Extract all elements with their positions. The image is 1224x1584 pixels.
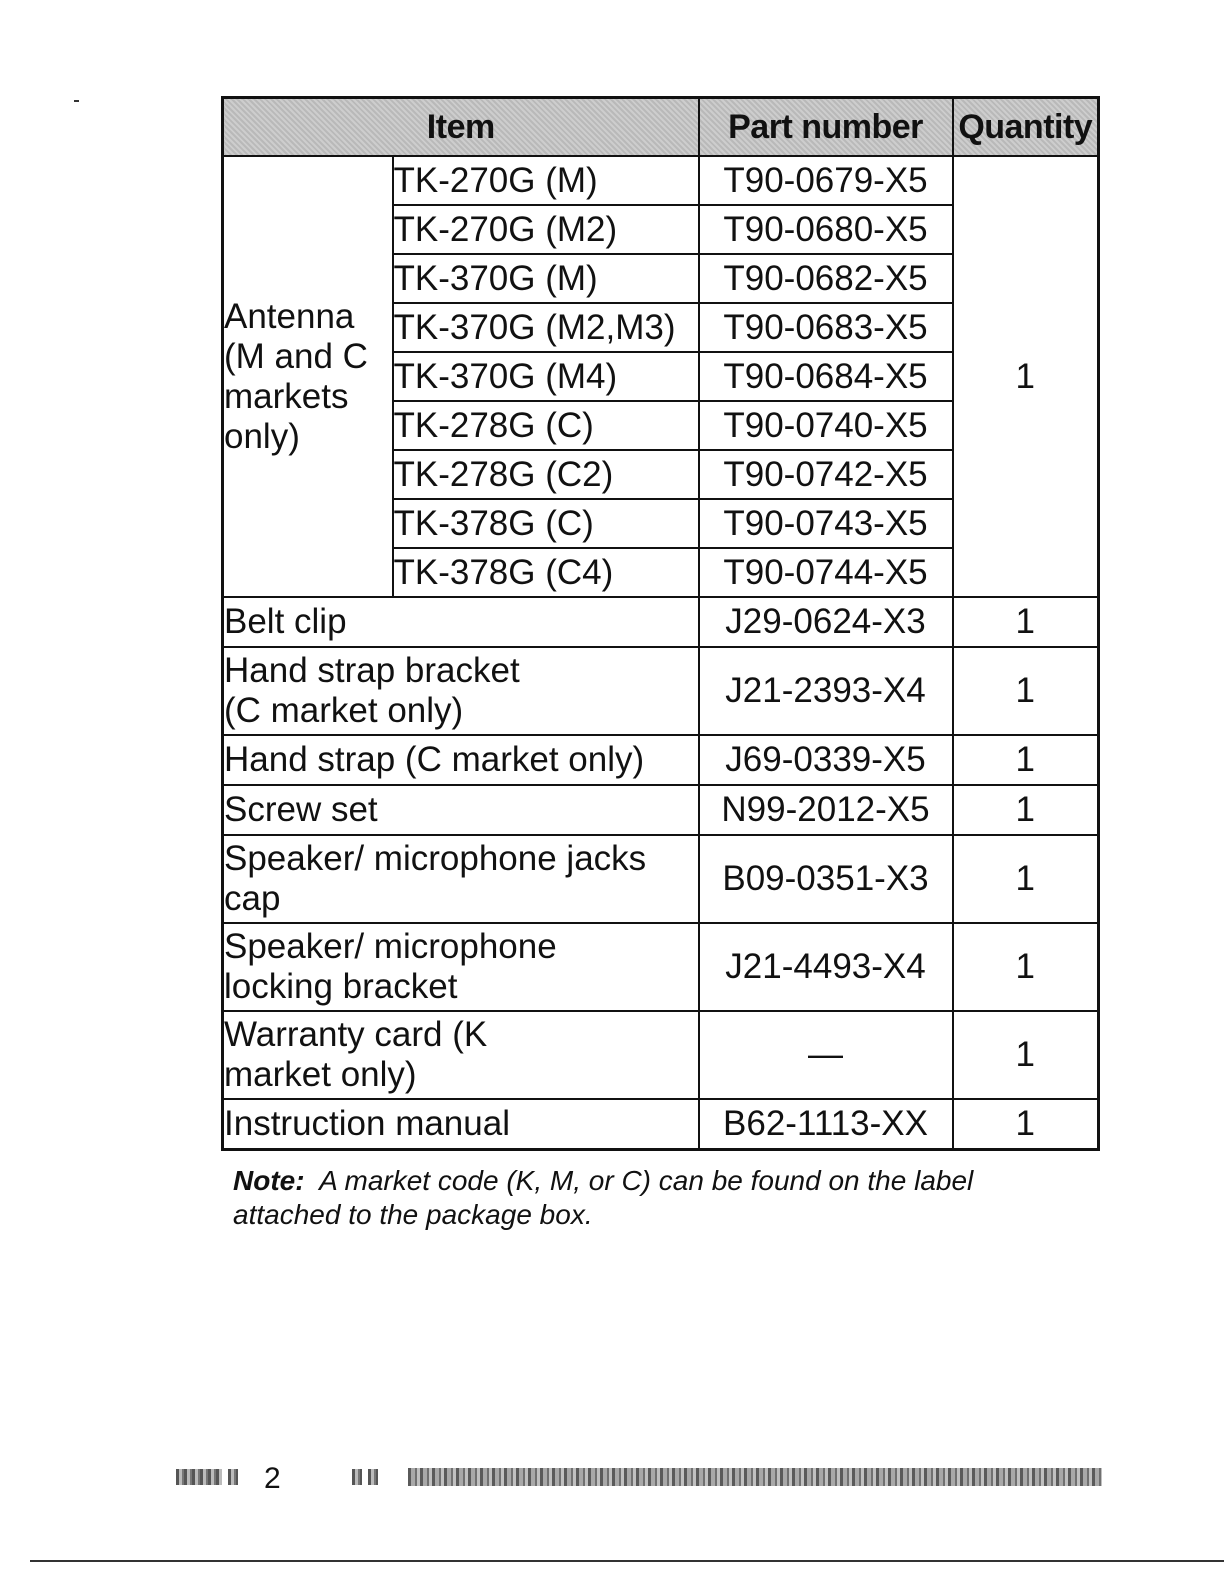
table-row xyxy=(223,1099,1099,1150)
part-number: B09-0351-X3 xyxy=(699,835,953,923)
part-number: T90-0740-X5 xyxy=(699,401,953,450)
item-name: Screw set xyxy=(223,785,699,835)
part-number: T90-0742-X5 xyxy=(699,450,953,499)
table-header-row xyxy=(223,98,1099,157)
antenna-model: TK-278G (C) xyxy=(393,401,699,450)
part-number: T90-0743-X5 xyxy=(699,499,953,548)
item-name: Belt clip xyxy=(223,597,699,647)
quantity: 1 xyxy=(953,923,1099,1011)
footer-pattern-block xyxy=(368,1469,378,1485)
footer-pattern-bar xyxy=(408,1468,1102,1486)
part-number: J21-2393-X4 xyxy=(699,647,953,735)
bottom-rule xyxy=(30,1560,1224,1562)
header-part-number: Part number xyxy=(699,98,953,157)
item-name: Hand strap bracket (C market only) xyxy=(223,647,699,735)
antenna-model: TK-370G (M2,M3) xyxy=(393,303,699,352)
table-row xyxy=(223,785,1099,835)
table-row xyxy=(223,597,1099,647)
footer-ornament-mid xyxy=(352,1466,378,1488)
item-name: Hand strap (C market only) xyxy=(223,735,699,785)
quantity: 1 xyxy=(953,1099,1099,1150)
table-row xyxy=(223,835,1099,923)
accessories-table xyxy=(221,96,1100,1151)
part-number: T90-0684-X5 xyxy=(699,352,953,401)
part-number: T90-0683-X5 xyxy=(699,303,953,352)
table-row xyxy=(223,156,1099,205)
antenna-model: TK-270G (M) xyxy=(393,156,699,205)
part-number: J29-0624-X3 xyxy=(699,597,953,647)
antenna-model: TK-378G (C) xyxy=(393,499,699,548)
antenna-model: TK-270G (M2) xyxy=(393,205,699,254)
footer-pattern-block xyxy=(352,1469,362,1485)
footer-pattern-block xyxy=(176,1469,222,1485)
quantity: 1 xyxy=(953,647,1099,735)
quantity: 1 xyxy=(953,597,1099,647)
note-label: Note: xyxy=(233,1165,305,1196)
header-item: Item xyxy=(223,98,699,157)
table-row xyxy=(223,647,1099,735)
quantity: 1 xyxy=(953,835,1099,923)
note-text: A market code (K, M, or C) can be found on the label attached to the package box. xyxy=(233,1165,974,1230)
table-row xyxy=(223,1011,1099,1099)
antenna-model: TK-278G (C2) xyxy=(393,450,699,499)
quantity: 1 xyxy=(953,735,1099,785)
part-number: J21-4493-X4 xyxy=(699,923,953,1011)
antenna-label-text: Antenna (M and C markets only) xyxy=(224,296,368,456)
antenna-model: TK-378G (C4) xyxy=(393,548,699,597)
footer-pattern-block xyxy=(228,1469,238,1485)
item-name: Warranty card (K market only) xyxy=(223,1011,699,1099)
quantity: 1 xyxy=(953,1011,1099,1099)
part-number: T90-0680-X5 xyxy=(699,205,953,254)
part-number: — xyxy=(699,1011,953,1099)
quantity: 1 xyxy=(953,785,1099,835)
footer-ornament-left xyxy=(176,1466,238,1488)
part-number: T90-0682-X5 xyxy=(699,254,953,303)
table-row xyxy=(223,735,1099,785)
header-quantity: Quantity xyxy=(953,98,1099,157)
antenna-model: TK-370G (M4) xyxy=(393,352,699,401)
antenna-quantity: 1 xyxy=(953,156,1099,597)
item-name: Speaker/ microphone locking bracket xyxy=(223,923,699,1011)
note-paragraph xyxy=(233,1164,1033,1232)
item-name: Speaker/ microphone jacks cap xyxy=(223,835,699,923)
part-number: T90-0679-X5 xyxy=(699,156,953,205)
page-number: 2 xyxy=(264,1462,281,1495)
part-number: B62-1113-XX xyxy=(699,1099,953,1150)
antenna-model: TK-370G (M) xyxy=(393,254,699,303)
part-number: N99-2012-X5 xyxy=(699,785,953,835)
table-row xyxy=(223,923,1099,1011)
part-number: T90-0744-X5 xyxy=(699,548,953,597)
item-name: Instruction manual xyxy=(223,1099,699,1150)
antenna-group-label xyxy=(223,156,393,597)
part-number: J69-0339-X5 xyxy=(699,735,953,785)
scan-speck xyxy=(74,100,79,102)
